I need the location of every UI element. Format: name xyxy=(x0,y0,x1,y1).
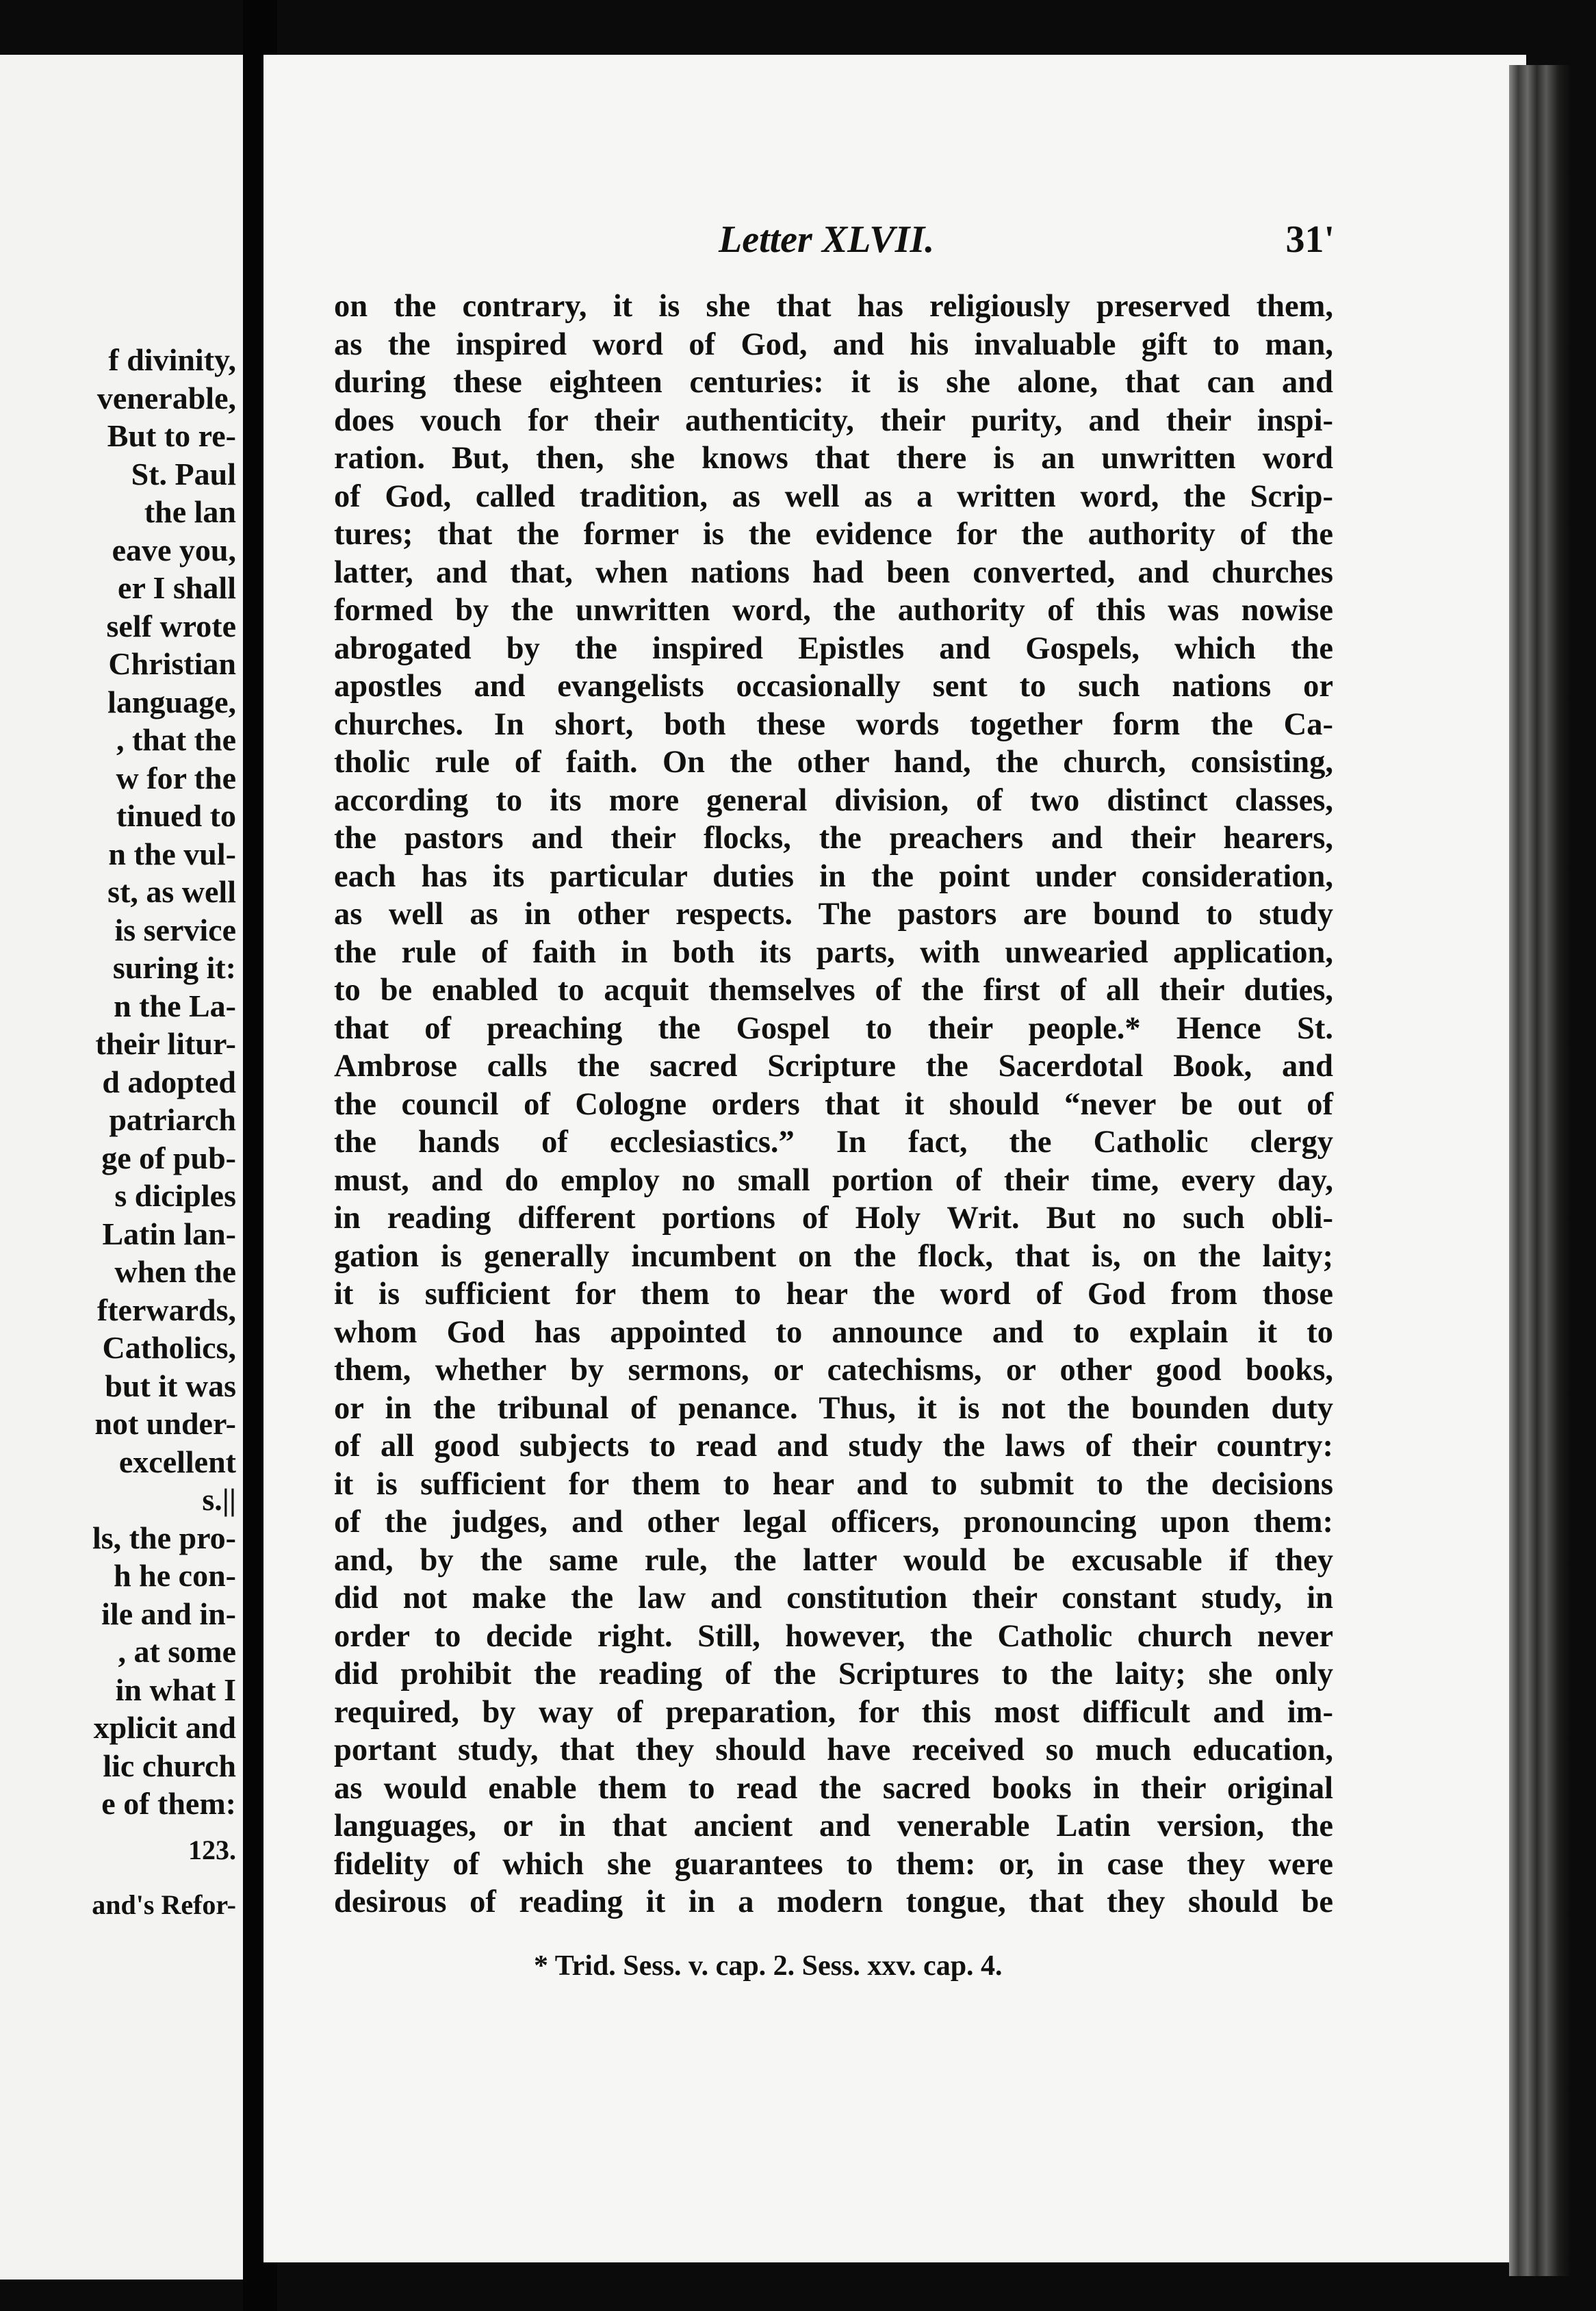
text-line: apostles and evangelists occasionally sent to such nations or xyxy=(334,669,1333,704)
text-line: tholic rule of faith. On the other hand, the church, consisting, xyxy=(334,745,1333,780)
left-text-line: , that the xyxy=(116,722,236,757)
left-text-line: Catholics, xyxy=(102,1330,236,1365)
text-line: the council of Cologne orders that it should “never be out of xyxy=(334,1086,1333,1122)
text-line: of God, called tradition, as well as a written word, the Scrip- xyxy=(334,478,1333,514)
left-text-line: xplicit and xyxy=(93,1710,236,1745)
text-line: formed by the unwritten word, the authority of this was nowise xyxy=(334,593,1333,628)
left-text-line: h he con- xyxy=(114,1558,236,1593)
page-number: 31' xyxy=(1285,218,1335,261)
text-line: as would enable them to read the sacred books in their original xyxy=(334,1770,1333,1806)
text-line: it is sufficient for them to hear the word of God from those xyxy=(334,1277,1333,1312)
left-text-line: ile and in- xyxy=(101,1596,236,1631)
text-line: ration. But, then, she knows that there is an unwritten word xyxy=(334,441,1333,476)
body-text xyxy=(334,288,1333,1921)
text-line: to be enabled to acquit themselves of the first of all their duties, xyxy=(334,973,1333,1008)
text-line: abrogated by the inspired Epistles and Gospels, which the xyxy=(334,630,1333,666)
left-text-line: their litur- xyxy=(95,1026,236,1061)
text-line: portant study, that they should have received so much education, xyxy=(334,1733,1333,1767)
left-text-line: the lan xyxy=(144,494,236,529)
left-text-line: suring it: xyxy=(112,950,236,985)
left-text-line: d adopted xyxy=(102,1064,236,1099)
left-text-line: st, as well xyxy=(107,874,236,909)
text-line: in reading different portions of Holy Writ. But no such obli- xyxy=(334,1201,1333,1236)
left-text-line: n the La- xyxy=(114,988,236,1023)
text-line: during these eighteen centuries: it is she alone, that can and xyxy=(334,365,1333,400)
text-line: did prohibit the reading of the Scriptures to the laity; she only xyxy=(334,1657,1333,1691)
text-line: on the contrary, it is she that has religiously preserved them, xyxy=(334,289,1333,324)
left-page xyxy=(0,55,243,2280)
text-line: the pastors and their flocks, the preachers and their hearers, xyxy=(334,821,1333,856)
text-line: order to decide right. Still, however, the Catholic church never xyxy=(334,1618,1333,1654)
left-text-line: tinued to xyxy=(116,798,236,833)
left-text-line: venerable, xyxy=(96,380,236,416)
left-text-line: when the xyxy=(114,1254,236,1289)
text-line: does vouch for their authenticity, their purity, and their inspi- xyxy=(334,403,1333,438)
running-header xyxy=(719,218,1335,272)
text-line: whom God has appointed to announce and to explain it to xyxy=(334,1314,1333,1350)
text-line: them, whether by sermons, or catechisms, or other good books, xyxy=(334,1353,1333,1388)
text-line: as the inspired word of God, and his invaluable gift to man, xyxy=(334,327,1333,362)
left-text-line: fterwards, xyxy=(96,1292,236,1327)
text-line: languages, or in that ancient and venerable Latin version, the xyxy=(334,1809,1333,1843)
left-text-line: not under- xyxy=(94,1406,236,1441)
left-text-line: er I shall xyxy=(118,570,236,605)
left-text-line: in what I xyxy=(115,1672,236,1707)
text-line: churches. In short, both these words together form the Ca- xyxy=(334,706,1333,742)
left-text-line: ls, the pro- xyxy=(92,1520,236,1555)
left-text-line: Latin lan- xyxy=(102,1216,236,1251)
text-line: tures; that the former is the evidence for the authority of the xyxy=(334,517,1333,552)
left-text-line: but it was xyxy=(105,1368,236,1403)
text-line: must, and do employ no small portion of their time, every day, xyxy=(334,1162,1333,1198)
left-text-line: But to re- xyxy=(107,418,236,453)
text-line: required, by way of preparation, for this most difficult and im- xyxy=(334,1694,1333,1730)
text-line: of all good subjects to read and study the laws of their country: xyxy=(334,1429,1333,1464)
left-text-line: n the vul- xyxy=(108,836,236,871)
text-line: and, by the same rule, the latter would be excusable if they xyxy=(334,1542,1333,1578)
text-line: the hands of ecclesiastics.” In fact, the Catholic clergy xyxy=(334,1125,1333,1160)
left-text-line: excellent xyxy=(118,1444,236,1479)
left-text-line: f divinity, xyxy=(108,342,236,377)
left-text-line: ge of pub- xyxy=(101,1140,236,1175)
header-title: Letter XLVII. xyxy=(719,218,935,261)
text-line: or in the tribunal of penance. Thus, it is not the bounden duty xyxy=(334,1390,1333,1426)
left-text-line: s.|| xyxy=(202,1482,236,1517)
left-text-line: language, xyxy=(107,684,236,719)
left-text-line: self wrote xyxy=(106,608,236,643)
left-footnote-line: and's Refor- xyxy=(92,1889,236,1920)
left-text-line: is service xyxy=(114,912,236,947)
left-text-line: Christian xyxy=(108,646,236,681)
left-text-line: patriarch xyxy=(109,1102,236,1137)
text-line: of the judges, and other legal officers, pronouncing upon them: xyxy=(334,1505,1333,1540)
left-footnote-line: 123. xyxy=(188,1834,236,1865)
left-text-line: , at some xyxy=(118,1634,236,1669)
text-line: latter, and that, when nations had been converted, and churches xyxy=(334,554,1333,590)
text-line: it is sufficient for them to hear and to submit to the decisions xyxy=(334,1466,1333,1502)
left-text-line: eave you, xyxy=(112,532,236,567)
text-line: desirous of reading it in a modern tongue, that they should be xyxy=(334,1885,1333,1919)
left-text-line: s diciples xyxy=(114,1178,236,1213)
page-edge xyxy=(1509,65,1571,2276)
left-text-line: w for the xyxy=(116,760,236,795)
text-line: did not make the law and constitution their constant study, in xyxy=(334,1581,1333,1616)
footnote: * Trid. Sess. v. cap. 2. Sess. xxv. cap. 4. xyxy=(534,1950,1003,1982)
left-text-line: lic church xyxy=(103,1748,236,1783)
text-line: the rule of faith in both its parts, with unwearied application, xyxy=(334,934,1333,970)
left-page-text xyxy=(0,341,236,1932)
text-line: each has its particular duties in the point under consideration, xyxy=(334,858,1333,894)
text-line: that of preaching the Gospel to their people.* Hence St. xyxy=(334,1010,1333,1046)
text-line: fidelity of which she guarantees to them: or, in case they were xyxy=(334,1846,1333,1882)
text-line: Ambrose calls the sacred Scripture the Sacerdotal Book, and xyxy=(334,1049,1333,1084)
left-text-line: St. Paul xyxy=(131,456,236,491)
text-line: as well as in other respects. The pastors are bound to study xyxy=(334,897,1333,932)
text-line: gation is generally incumbent on the flock, that is, on the laity; xyxy=(334,1238,1333,1274)
left-text-line: e of them: xyxy=(101,1786,236,1821)
text-line: according to its more general division, of two distinct classes, xyxy=(334,782,1333,818)
